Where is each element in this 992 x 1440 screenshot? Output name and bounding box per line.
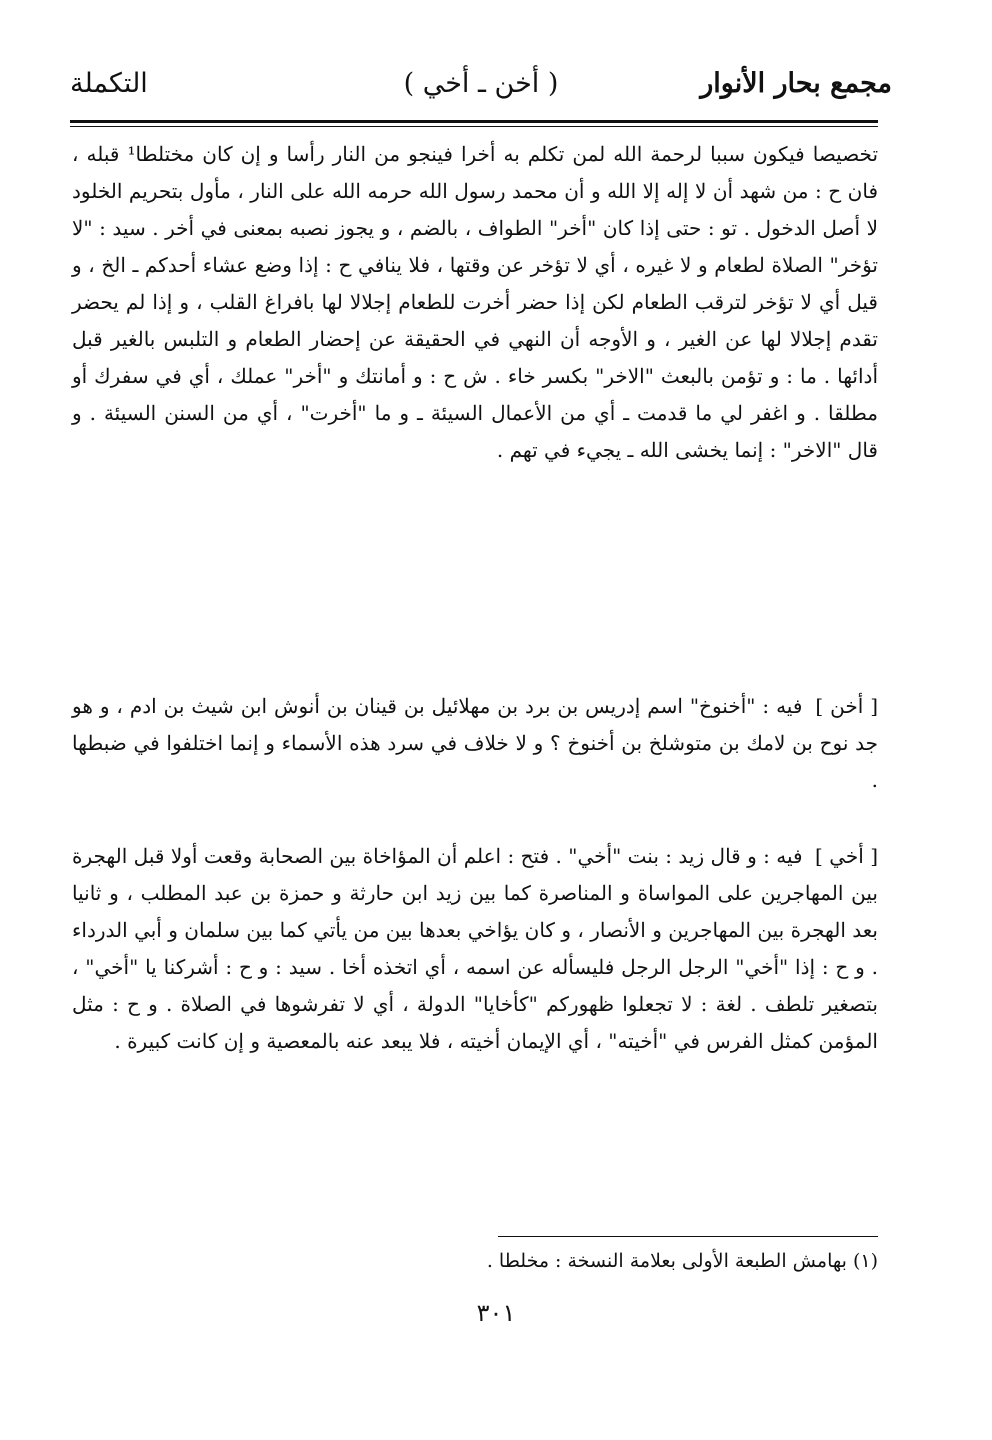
- header-rule-thick: [70, 120, 878, 123]
- entry-range: ( أخن ـ أخي ): [403, 68, 559, 99]
- body-paragraph: [72, 136, 878, 469]
- entry-paragraph: [72, 688, 878, 799]
- paragraph-text: فيه : "أخنوخ" اسم إدريس بن برد بن مهلائيل بن قينان بن أنوش ابن شيث بن ادم ، و هو جد نوح بن لامك بن متوشلخ بن أخنوخ ؟ و لا خلاف في سرد هذه الأسماء و إنما اختلفوا في ضبطها .: [72, 694, 878, 792]
- header-rule-thin: [70, 126, 878, 127]
- footnote: (١) بهامش الطبعة الأولى بعلامة النسخة : مخلطا .: [486, 1250, 878, 1272]
- book-title: مجمع بحار الأنوار: [700, 68, 892, 99]
- entry-paragraph: [72, 838, 878, 1060]
- running-header: [70, 62, 892, 106]
- entry-marker: [ أخي ]: [815, 844, 878, 868]
- paragraph-text: تخصيصا فيكون سببا لرحمة الله لمن تكلم به أخرا فينجو من النار رأسا و إن كان مختلطا¹ قبله ، فان ح : من شهد أن لا إله إلا الله و أن محمد رسول الله حرمه الله على النار ، مأول بتحريم الخلود لا أصل الدخول . تو : حتى إذا كان "أخر" الطواف ، بالضم ، و يجوز نصبه بمعنى في أخر . سيد : "لا تؤخر" الصلاة لطعام و لا غيره ، أي لا تؤخر عن وقتها ، فلا ينافي ح : إذا وضع عشاء أحدكم ـ الخ ، و قيل أي لا تؤخر لترقب الطعام لكن إذا حضر أخرت للطعام إجلالا لها بافراغ القلب ، و إذا لم يحضر تقدم إجلالا لها عن الغير ، و الأوجه أن النهي في الحقيقة عن إحضار الطعام و التلبس بالغير قبل أدائها . ما : و تؤمن بالبعث "الاخر" بكسر خاء . ش ح : و أمانتك و "أخر" عملك ، أي في سفرك أو مطلقا . و اغفر لي ما قدمت ـ أي من الأعمال السيئة ـ و ما "أخرت" ، أي من السنن السيئة . و قال "الاخر" : إنما يخشى الله ـ يجيء في تهم .: [72, 142, 879, 462]
- entry-marker: [ أخن ]: [815, 694, 879, 718]
- section-title: التكملة: [70, 68, 148, 99]
- page-number: ٣٠١: [476, 1299, 516, 1327]
- paragraph-text: فيه : و قال زيد : بنت "أخي" . فتح : اعلم أن المؤاخاة بين الصحابة وقعت أولا قبل الهجرة بين المهاجرين على المواساة و المناصرة كما بين زيد ابن حارثة و حمزة بن عبد المطلب ، و ثانيا بعد الهجرة بين المهاجرين و الأنصار ، و كان يؤاخي بعدها بين من يأتي كما بين سلمان و أبي الدرداء . و ح : إذا "أخي" الرجل الرجل فليسأله عن اسمه ، أي اتخذه أخا . سيد : و ح : أشركنا يا "أخي" ، بتصغير تلطف . لغة : لا تجعلوا ظهوركم "كأخايا" الدولة ، أي لا تفرشوها في الصلاة . و ح : مثل المؤمن كمثل الفرس في "أخيته" ، أي الإيمان أخيته ، فلا يبعد عنه بالمعصية و إن كانت كبيرة .: [72, 844, 878, 1053]
- footnote-rule: [498, 1236, 878, 1237]
